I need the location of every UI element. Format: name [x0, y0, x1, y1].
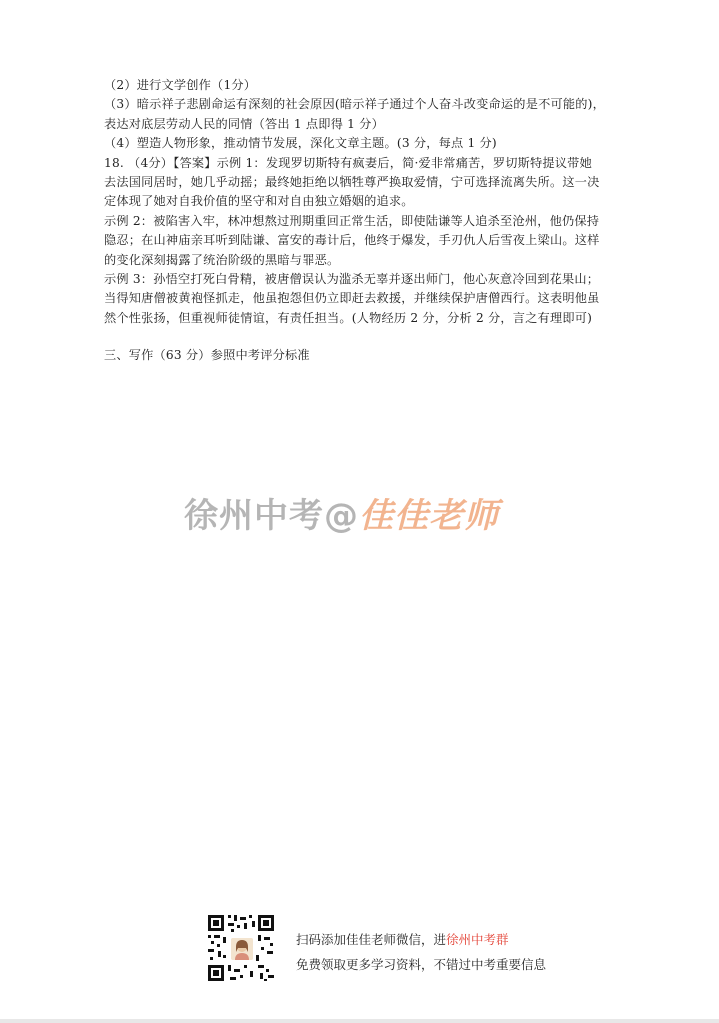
answer-q-part4: （4）塑造人物形象，推动情节发展，深化文章主题。(3 分，每点 1 分)	[104, 136, 497, 151]
footer-line1	[296, 927, 546, 952]
footer-line2: 免费领取更多学习资料，不错过中考重要信息	[296, 957, 547, 972]
avatar-icon	[230, 937, 254, 961]
example3-line3: 然个性张扬，但重视师徒情谊，有责任担当。(人物经历 2 分，分析 2 分，言之有理即可)	[104, 310, 593, 325]
footer-line1-prefix: 扫码添加佳佳老师微信，进	[296, 932, 447, 947]
watermark-text-orange: 佳佳老师	[359, 496, 499, 536]
example2-line1: 示例 2：被陷害入牢，林冲想熬过刑期重回正常生活，即使陆谦等人追杀至沧州，他仍保持	[104, 213, 600, 228]
footer-group-link[interactable]: 徐州中考群	[446, 932, 509, 947]
answer-q-part3-line2: 表达对底层劳动人民的同情（答出 1 点即得 1 分）	[104, 116, 384, 131]
answer-q-part2: （2）进行文学创作（1分）	[104, 78, 257, 92]
example2-line2: 隐忍；在山神庙亲耳听到陆谦、富安的毒计后，他终于爆发，手刃仇人后雪夜上梁山。这样	[104, 233, 600, 248]
example3-line1: 示例 3：孙悟空打死白骨精，被唐僧误认为滥杀无辜并逐出师门，他心灰意冷回到花果山；	[104, 272, 600, 287]
watermark	[184, 488, 499, 537]
footer-promo	[206, 913, 626, 985]
section3-title: 三、写作（63 分）参照中考评分标准	[104, 348, 310, 363]
answer-q18-line3: 定体现了她对自我价值的坚守和对自由独立婚姻的追求。	[104, 194, 414, 209]
answer-q18-line2: 去法国同居时，她几乎动摇；最终她拒绝以牺牲尊严换取爱情，宁可选择流离失所。这一决	[104, 175, 600, 190]
answer-q18-line1: 18. （4分）【答案】示例 1：发现罗切斯特有疯妻后，简·爱非常痛苦，罗切斯特提议带她	[104, 155, 592, 170]
example3-line2: 当得知唐僧被黄袍怪抓走，他虽抱怨但仍立即赶去救援，并继续保护唐僧西行。这表明他虽	[104, 291, 600, 306]
footer-text	[296, 927, 546, 977]
example2-line3: 的变化深刻揭露了统治阶级的黑暗与罪恶。	[104, 252, 340, 267]
answer-q-part3-line1: （3）暗示祥子悲剧命运有深刻的社会原因(暗示祥子通过个人奋斗改变命运的是不可能的)，	[104, 97, 605, 112]
watermark-text-gray: 徐州中考@	[184, 496, 359, 536]
answer-content	[104, 76, 624, 366]
qr-code-icon[interactable]	[206, 913, 276, 983]
bottom-divider	[0, 1019, 719, 1023]
